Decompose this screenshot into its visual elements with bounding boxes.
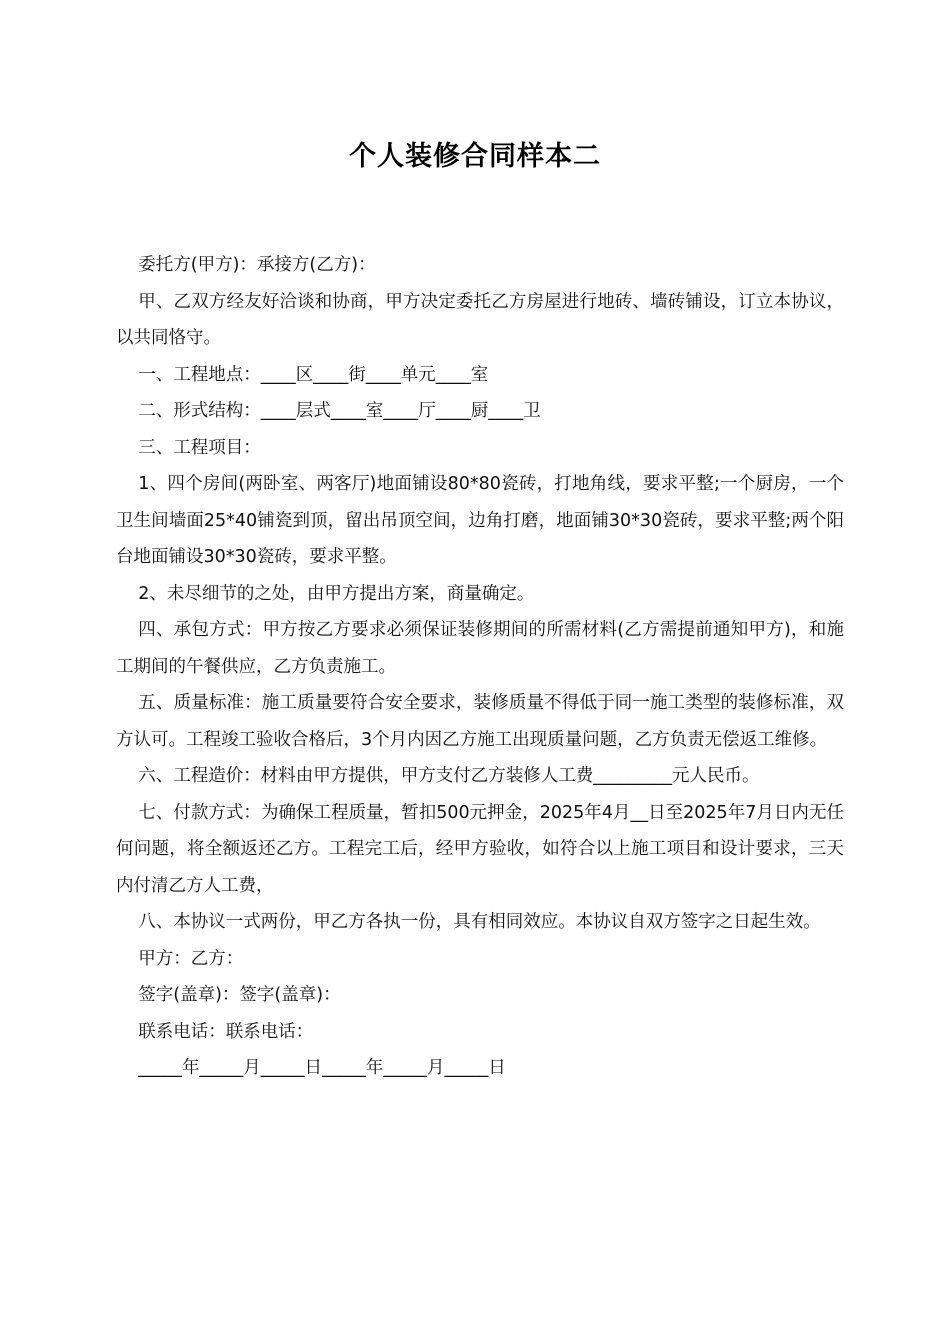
- signature-date: _____年_____月_____日_____年_____月_____日: [138, 1058, 506, 1078]
- parties-line: 委托方(甲方)：承接方(乙方)：: [138, 255, 376, 275]
- signature-parties: 甲方：乙方：: [138, 948, 244, 969]
- clause-7-payment: 七、付款方式：为确保工程质量，暂扣500元押金，2025年4月__日至2025年7月日内无任何问题，将全额返还乙方。工程完工后，经甲方验收，如符合以上施工项目和设计要求，三天内付清乙方人工费，: [116, 802, 844, 896]
- clause-1-location: 一、工程地点：____区____街____单元____室: [138, 364, 489, 385]
- signature-phone: 联系电话：联系电话：: [138, 1021, 314, 1042]
- clause-2-structure: 二、形式结构：____层式____室____厅____厨____卫: [138, 401, 541, 421]
- intro-paragraph: 甲、乙双方经友好洽谈和协商，甲方决定委托乙方房屋进行地砖、墙砖铺设，订立本协议，以共同恪守。: [116, 291, 844, 348]
- document-body: [116, 247, 844, 1087]
- clause-3-heading: 三、工程项目：: [138, 437, 261, 458]
- clause-5-quality: 五、质量标准：施工质量要符合安全要求，装修质量不得低于同一施工类型的装修标准，双方认可。工程竣工验收合格后，3个月内因乙方施工出现质量问题，乙方负责无偿返工维修。: [116, 693, 844, 750]
- clause-6-cost: 六、工程造价：材料由甲方提供，甲方支付乙方装修人工费_________元人民币。: [138, 766, 760, 786]
- clause-4-contract-method: 四、承包方式：甲方按乙方要求必须保证装修期间的所需材料(乙方需提前通知甲方)，和施工期间的午餐供应，乙方负责施工。: [116, 620, 844, 677]
- clause-3-item-1: 1、四个房间(两卧室、两客厅)地面铺设80*80瓷砖，打地角线，要求平整;一个厨房，一个卫生间墙面25*40铺瓷到顶，留出吊顶空间，边角打磨，地面铺30*30瓷砖，要求平整;两个阳台地面铺设30*30瓷砖，要求平整。: [116, 474, 844, 567]
- clause-3-item-2: 2、未尽细节的之处，由甲方提出方案，商量确定。: [138, 583, 535, 604]
- clause-8-validity: 八、本协议一式两份，甲乙方各执一份，具有相同效应。本协议自双方签字之日起生效。: [138, 912, 821, 932]
- signature-seal: 签字(盖章)：签字(盖章)：: [138, 985, 341, 1005]
- document-title: 个人装修合同样本二: [349, 141, 601, 172]
